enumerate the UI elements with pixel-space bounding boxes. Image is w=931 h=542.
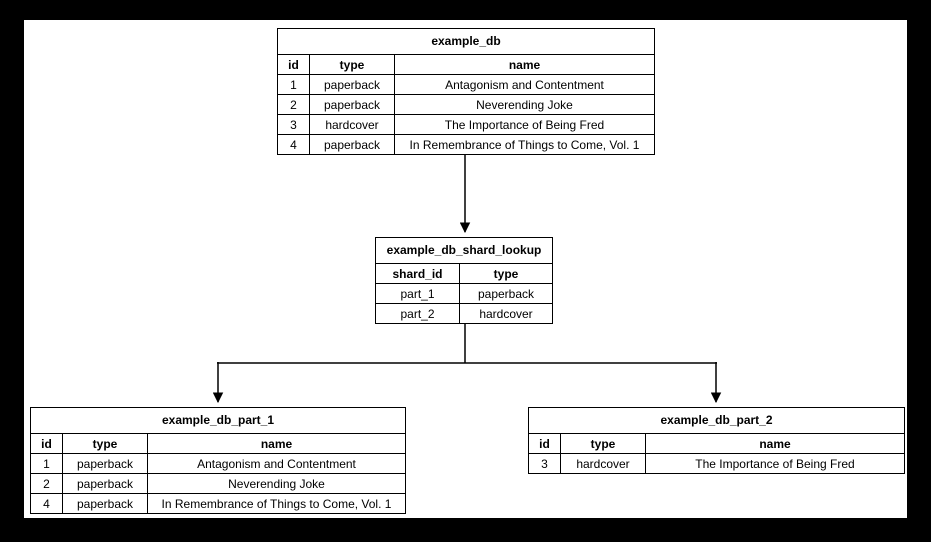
table-row bbox=[31, 454, 405, 474]
table-row bbox=[31, 474, 405, 494]
cell-id: 1 bbox=[31, 454, 63, 474]
header-row bbox=[31, 434, 405, 454]
cell-name: Antagonism and Contentment bbox=[395, 75, 655, 95]
table-example-db-part-1 bbox=[30, 407, 406, 514]
cell-id: 4 bbox=[278, 135, 310, 155]
table-example-db-part-2 bbox=[528, 407, 905, 474]
table-row bbox=[278, 75, 654, 95]
table-example-db bbox=[277, 28, 655, 155]
cell-type: hardcover bbox=[460, 304, 553, 324]
column-header-id: id bbox=[41, 436, 52, 451]
table-row bbox=[31, 494, 405, 514]
cell-type: paperback bbox=[310, 95, 395, 115]
column-header-name: name bbox=[148, 434, 406, 454]
cell-name: The Importance of Being Fred bbox=[395, 115, 655, 135]
cell-name: Neverending Joke bbox=[395, 95, 655, 115]
table-row bbox=[278, 115, 654, 135]
cell-type: paperback bbox=[63, 474, 148, 494]
column-header-name: name bbox=[646, 434, 905, 454]
cell-type: paperback bbox=[310, 75, 395, 95]
column-header-type: type bbox=[460, 264, 553, 284]
table-row bbox=[376, 304, 552, 324]
cell-name: In Remembrance of Things to Come, Vol. 1 bbox=[395, 135, 655, 155]
header-row bbox=[278, 55, 654, 75]
cell-type: paperback bbox=[310, 135, 395, 155]
cell-shard-id: part_1 bbox=[376, 284, 460, 304]
header-row bbox=[376, 264, 552, 284]
table-row bbox=[278, 95, 654, 115]
cell-name: In Remembrance of Things to Come, Vol. 1 bbox=[148, 494, 406, 514]
cell-id: 1 bbox=[278, 75, 310, 95]
column-header-id: id bbox=[288, 57, 299, 72]
cell-id: 2 bbox=[278, 95, 310, 115]
column-header-type: type bbox=[310, 55, 395, 75]
table-grid bbox=[31, 434, 405, 513]
table-grid bbox=[376, 264, 552, 323]
cell-name: Antagonism and Contentment bbox=[148, 454, 406, 474]
diagram-canvas bbox=[24, 20, 907, 518]
cell-id: 2 bbox=[31, 474, 63, 494]
table-title: example_db bbox=[278, 29, 654, 55]
cell-id: 3 bbox=[529, 454, 561, 474]
cell-name: The Importance of Being Fred bbox=[646, 454, 905, 474]
cell-shard-id: part_2 bbox=[376, 304, 460, 324]
column-header-type: type bbox=[561, 434, 646, 454]
cell-type: hardcover bbox=[561, 454, 646, 474]
header-row bbox=[529, 434, 904, 454]
table-grid bbox=[529, 434, 904, 473]
column-header-id: id bbox=[539, 436, 550, 451]
cell-id: 4 bbox=[31, 494, 63, 514]
column-header-type: type bbox=[63, 434, 148, 454]
cell-type: hardcover bbox=[310, 115, 395, 135]
table-grid bbox=[278, 55, 654, 154]
column-header-shard-id: shard_id bbox=[392, 266, 443, 281]
cell-name: Neverending Joke bbox=[148, 474, 406, 494]
table-row bbox=[376, 284, 552, 304]
table-row bbox=[529, 454, 904, 474]
table-title: example_db_part_1 bbox=[31, 408, 405, 434]
cell-type: paperback bbox=[63, 494, 148, 514]
cell-type: paperback bbox=[63, 454, 148, 474]
table-example-db-shard-lookup bbox=[375, 237, 553, 324]
table-title: example_db_part_2 bbox=[529, 408, 904, 434]
table-title: example_db_shard_lookup bbox=[376, 238, 552, 264]
cell-id: 3 bbox=[278, 115, 310, 135]
cell-type: paperback bbox=[460, 284, 553, 304]
column-header-name: name bbox=[395, 55, 655, 75]
table-row bbox=[278, 135, 654, 155]
